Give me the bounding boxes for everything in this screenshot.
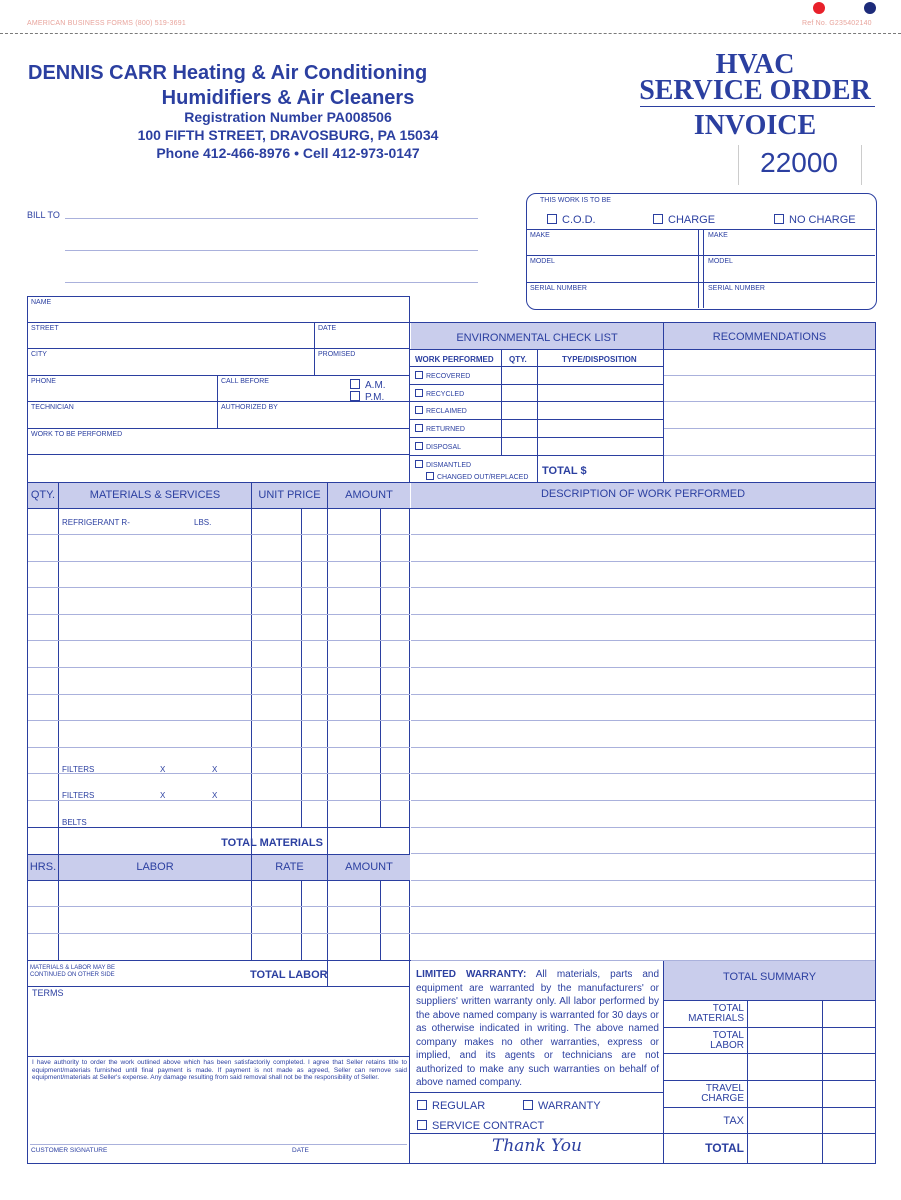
filters-label-1: FILTERS	[62, 765, 95, 774]
materials-row-line[interactable]	[28, 534, 410, 535]
technician-field[interactable]: TECHNICIAN	[31, 404, 74, 411]
recommendation-line[interactable]	[664, 375, 875, 376]
phone-field[interactable]: PHONE	[31, 378, 56, 385]
col-amount: AMOUNT	[345, 489, 393, 501]
lbs-label: LBS.	[194, 518, 212, 527]
materials-row-line[interactable]	[28, 694, 410, 695]
col-rate: RATE	[275, 861, 304, 873]
model-field-1[interactable]: MODEL	[530, 258, 555, 265]
refrigerant-label: REFRIGERANT R-	[62, 518, 130, 527]
total-materials-summary: TOTAL MATERIALS	[688, 1003, 744, 1024]
charge-checkbox[interactable]: CHARGE	[653, 214, 715, 226]
col-materials: MATERIALS & SERVICES	[89, 489, 221, 501]
env-dismantled-checkbox[interactable]: DISMANTLED	[415, 460, 471, 469]
city-field[interactable]: CITY	[31, 351, 47, 358]
materials-row-line[interactable]	[28, 614, 410, 615]
description-line[interactable]	[411, 534, 875, 535]
company-name: DENNIS CARR Heating & Air Conditioning	[28, 62, 428, 84]
date-field[interactable]: DATE	[318, 325, 337, 332]
col-labor: LABOR	[136, 861, 174, 873]
bill-to-label: BILL TO	[27, 210, 60, 220]
bill-to-line-1[interactable]	[65, 218, 478, 219]
warranty-text: LIMITED WARRANTY: All materials, parts and equipment are warranted by the manufacturers' or suppliers' written warranty only. All labor performed by the above named company is warranted for 30 days or as otherwise indicated in writing. The above named company makes no other warranties, express or implied, and its agents or technicians are not authorized to make any such warranties on behalf of above named company.	[416, 969, 660, 1088]
red-dot-icon	[813, 2, 825, 14]
materials-row-line[interactable]	[28, 747, 410, 748]
service-contract-checkbox[interactable]: SERVICE CONTRACT	[417, 1120, 544, 1132]
filters-x-4: X	[212, 791, 218, 800]
col-labor-amount: AMOUNT	[345, 861, 393, 873]
make-field-1[interactable]: MAKE	[530, 232, 550, 239]
description-line[interactable]	[411, 614, 875, 615]
promised-field[interactable]: PROMISED	[318, 351, 356, 358]
total-labor-summary: TOTAL LABOR	[710, 1030, 744, 1051]
equipment-box	[526, 193, 877, 310]
env-reclaimed-checkbox[interactable]: RECLAIMED	[415, 406, 467, 415]
materials-row-line[interactable]	[28, 720, 410, 721]
description-line[interactable]	[411, 640, 875, 641]
signature-line[interactable]	[30, 1144, 407, 1145]
title-hvac: HVAC	[715, 49, 795, 80]
materials-row-line[interactable]	[28, 561, 410, 562]
serial-field-2[interactable]: SERIAL NUMBER	[708, 285, 765, 292]
description-line[interactable]	[411, 827, 875, 828]
filters-label-2: FILTERS	[62, 791, 95, 800]
signature-date-label: DATE	[292, 1147, 309, 1154]
grand-total-summary: TOTAL	[705, 1141, 744, 1155]
env-col-type: TYPE/DISPOSITION	[562, 355, 637, 364]
authorization-text: I have authority to order the work outlined above which has been satisfactorily completed. I agree that Seller retains title to equipment/materials furnished until final payment is made. If payment is not made as agreed, Seller can remove said equipment/materials at Seller's expense. Any damage resulting from said removal shall not be the responsibility of Seller.	[32, 1059, 407, 1082]
reference-number: Ref No. G235402140	[802, 20, 872, 27]
warranty-checkbox[interactable]: WARRANTY	[523, 1100, 601, 1112]
materials-row-line[interactable]	[28, 667, 410, 668]
recommendation-line[interactable]	[664, 455, 875, 456]
blue-dot-icon	[864, 2, 876, 14]
bill-to-line-2[interactable]	[65, 250, 478, 251]
model-field-2[interactable]: MODEL	[708, 258, 733, 265]
work-to-be-performed-field[interactable]: WORK TO BE PERFORMED	[31, 431, 123, 438]
col-qty: QTY.	[30, 489, 56, 501]
company-subtitle: Humidifiers & Air Cleaners	[161, 87, 415, 109]
supplier-note: AMERICAN BUSINESS FORMS (800) 519-3691	[27, 20, 186, 27]
filters-x-1: X	[160, 765, 166, 774]
materials-row-line[interactable]	[28, 827, 410, 828]
materials-row-line[interactable]	[28, 587, 410, 588]
street-field[interactable]: STREET	[31, 325, 59, 332]
env-recovered-checkbox[interactable]: RECOVERED	[415, 371, 470, 380]
title-invoice: INVOICE	[693, 110, 817, 141]
description-line[interactable]	[411, 747, 875, 748]
description-line[interactable]	[411, 880, 875, 881]
perforation-line	[0, 33, 901, 34]
description-title: DESCRIPTION OF WORK PERFORMED	[540, 488, 746, 500]
description-line[interactable]	[411, 773, 875, 774]
terms-label: TERMS	[32, 988, 64, 998]
cod-checkbox[interactable]: C.O.D.	[547, 214, 596, 226]
env-recycled-checkbox[interactable]: RECYCLED	[415, 389, 464, 398]
make-field-2[interactable]: MAKE	[708, 232, 728, 239]
regular-checkbox[interactable]: REGULAR	[417, 1100, 485, 1112]
title-service-order: SERVICE ORDER	[639, 75, 871, 106]
env-changed-checkbox[interactable]: CHANGED OUT/REPLACED	[426, 472, 528, 481]
serial-field-1[interactable]: SERIAL NUMBER	[530, 285, 587, 292]
belts-label: BELTS	[62, 818, 87, 827]
description-line[interactable]	[411, 694, 875, 695]
work-type-label: THIS WORK IS TO BE	[540, 197, 611, 204]
description-line[interactable]	[411, 906, 875, 907]
travel-charge-summary: TRAVEL CHARGE	[701, 1083, 744, 1104]
col-hrs: HRS.	[29, 861, 57, 873]
description-line[interactable]	[411, 561, 875, 562]
registration-number: Registration Number PA008506	[184, 109, 392, 125]
no-charge-checkbox[interactable]: NO CHARGE	[774, 214, 856, 226]
description-line[interactable]	[411, 720, 875, 721]
filters-x-3: X	[160, 791, 166, 800]
total-materials-label: TOTAL MATERIALS	[221, 837, 323, 849]
recommendation-line[interactable]	[664, 428, 875, 429]
authorized-by-field[interactable]: AUTHORIZED BY	[221, 404, 278, 411]
env-col-qty: QTY.	[509, 355, 527, 364]
col-unit-price: UNIT PRICE	[258, 489, 321, 501]
description-line[interactable]	[411, 933, 875, 934]
tax-summary: TAX	[723, 1115, 744, 1127]
company-phone: Phone 412-466-8976 • Cell 412-973-0147	[156, 145, 420, 161]
company-address: 100 FIFTH STREET, DRAVOSBURG, PA 15034	[137, 127, 439, 143]
total-summary-title: TOTAL SUMMARY	[722, 971, 817, 983]
recommendations-title: RECOMMENDATIONS	[712, 331, 827, 343]
materials-row-line[interactable]	[28, 800, 410, 801]
description-line[interactable]	[411, 960, 875, 961]
materials-row-line[interactable]	[28, 640, 410, 641]
description-line[interactable]	[411, 667, 875, 668]
name-field[interactable]: NAME	[31, 299, 52, 306]
call-before-field[interactable]: CALL BEFORE	[221, 378, 269, 385]
env-returned-checkbox[interactable]: RETURNED	[415, 424, 465, 433]
signature-label: CUSTOMER SIGNATURE	[31, 1147, 108, 1154]
description-line[interactable]	[411, 853, 875, 854]
total-labor-label: TOTAL LABOR	[250, 969, 328, 981]
invoice-number: 22000	[760, 147, 838, 178]
am-checkbox[interactable]: A.M.	[350, 379, 386, 391]
env-disposal-checkbox[interactable]: DISPOSAL	[415, 442, 461, 451]
bill-to-line-3[interactable]	[65, 282, 478, 283]
env-checklist-title: ENVIRONMENTAL CHECK LIST	[456, 332, 618, 344]
description-line[interactable]	[411, 800, 875, 801]
pm-checkbox[interactable]: P.M.	[350, 391, 384, 403]
continued-note: MATERIALS & LABOR MAY BE CONTINUED ON OTHER SIDE	[30, 965, 116, 978]
recommendation-line[interactable]	[664, 401, 875, 402]
thank-you-text: Thank You	[491, 1136, 582, 1156]
filters-x-2: X	[212, 765, 218, 774]
env-col-work: WORK PERFORMED	[415, 355, 494, 364]
env-total: TOTAL $	[542, 465, 587, 477]
left-column	[27, 296, 410, 1164]
description-line[interactable]	[411, 587, 875, 588]
